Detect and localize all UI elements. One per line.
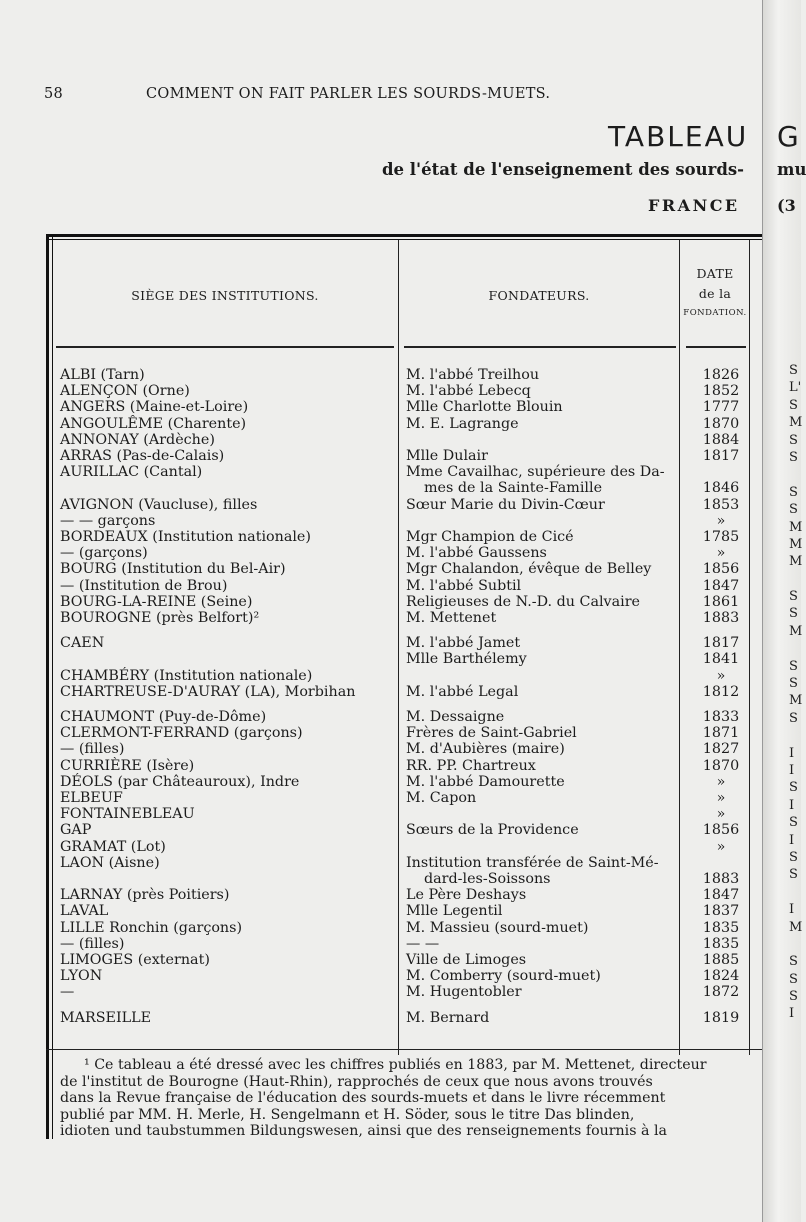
edge-letter: I	[789, 1006, 795, 1022]
cell-fondateur	[406, 855, 684, 887]
cell-fondateur-line: M. l'abbé Gaussens	[406, 545, 547, 562]
cell-fondateur-line: M. d'Aubières (maire)	[406, 741, 565, 758]
edge-letter: S	[789, 449, 798, 465]
edge-letter: M	[789, 919, 803, 935]
cell-fondateur-line: Mme Cavailhac, supérieure des Da-	[406, 464, 665, 481]
cell-date: 1833	[702, 709, 740, 725]
header-fondateurs: FONDATEURS.	[488, 288, 590, 303]
cell-fondateur	[406, 497, 684, 513]
running-title: COMMENT ON FAIT PARLER LES SOURDS-MUETS.	[146, 86, 551, 102]
table-subtitle: de l'état de l'enseignement des sourds-	[382, 160, 745, 179]
cell-date: 1827	[702, 741, 740, 758]
cell-fondateur	[406, 920, 684, 936]
cell-siege: AURILLAC (Cantal)	[60, 464, 203, 481]
cell-siege: CLERMONT-FERRAND (garçons)	[60, 725, 303, 742]
cell-fondateur-line: dard-les-Soissons	[424, 871, 551, 887]
cell-fondateur-line: Le Père Deshays	[406, 887, 527, 904]
cell-fondateur-line: Frères de Saint-Gabriel	[406, 725, 577, 742]
edge-letter: S	[789, 658, 798, 674]
cell-fondateur	[406, 952, 684, 968]
column-divider-1	[398, 240, 399, 1055]
edge-letter	[763, 466, 801, 483]
cell-date: 1884	[702, 431, 740, 448]
edge-letter: S	[789, 589, 798, 605]
cell-fondateur	[406, 416, 684, 432]
cell-date: 1837	[702, 903, 740, 920]
header-rule-col1	[56, 346, 394, 348]
cell-date: 1835	[702, 919, 740, 936]
cell-siege: BOURG-LA-REINE (Seine)	[60, 593, 253, 610]
cell-fondateur	[406, 725, 684, 741]
edge-letter: S	[789, 971, 798, 987]
cell-fondateur-line: M. Comberry (sourd-muet)	[406, 968, 601, 985]
cell-siege: LILLE Ronchin (garçons)	[60, 919, 243, 936]
cell-siege: BORDEAUX (Institution nationale)	[60, 529, 311, 545]
cell-fondateur	[406, 635, 684, 651]
cell-fondateur-line: Sœur Marie du Divin-Cœur	[406, 496, 605, 513]
header-date-line2: de la	[698, 286, 732, 301]
cell-siege: LAON (Aisne)	[60, 854, 160, 871]
edge-letter: M	[789, 415, 803, 431]
cell-date: 1856	[702, 561, 740, 578]
cell-siege: ANGOULÊME (Charente)	[60, 415, 247, 432]
edge-letter	[763, 640, 801, 657]
cell-siege: LARNAY (près Poitiers)	[60, 887, 230, 904]
cell-date: »	[716, 790, 726, 806]
cell-siege: — (filles)	[60, 935, 125, 952]
cell-siege: —	[60, 984, 75, 1001]
cell-date: 1872	[702, 984, 740, 1001]
page-number: 58	[44, 86, 64, 102]
cell-date: 1870	[702, 415, 740, 432]
edge-letter: S	[789, 710, 798, 726]
edge-letter: S	[789, 484, 798, 500]
cell-siege: ARRAS (Pas-de-Calais)	[60, 448, 225, 464]
cell-fondateur	[406, 399, 684, 415]
edge-letter: S	[789, 397, 798, 413]
cell-fondateur	[406, 561, 684, 577]
table-top-rule-thin	[46, 239, 762, 240]
cell-siege: GRAMAT (Lot)	[60, 838, 166, 855]
cell-fondateur	[406, 741, 684, 757]
cell-siege: FONTAINEBLEAU	[60, 806, 195, 823]
cell-siege: — (garçons)	[60, 545, 148, 562]
adjacent-page-edge	[762, 0, 806, 1222]
cell-date: 1785	[702, 529, 740, 545]
footnote-line: dans la Revue française de l'éducation des sourds-muets et dans le livre récemment	[60, 1090, 666, 1107]
footnote-line: ¹ Ce tableau a été dressé avec les chiffres publiés en 1883, par M. Mettenet, directeur	[84, 1057, 707, 1073]
cell-date: 1847	[702, 887, 740, 904]
footnote-line: publié par MM. H. Merle, H. Sengelmann et H. Söder, sous le titre Das blinden,	[60, 1106, 635, 1123]
cell-fondateur-line: M. Dessaigne	[406, 709, 505, 725]
cell-fondateur-line: Ville de Limoges	[406, 952, 527, 968]
table-left-rule-thin	[52, 234, 53, 1139]
cell-date: »	[716, 512, 726, 529]
edge-letter: S	[789, 780, 798, 796]
cell-fondateur	[406, 529, 684, 545]
cell-siege: CURRIÈRE (Isère)	[60, 757, 195, 774]
cell-fondateur-line: M. Hugentobler	[406, 984, 522, 1001]
edge-subtitle-fragment: mu	[777, 160, 806, 179]
cell-fondateur-line: M. l'abbé Lebecq	[406, 383, 531, 400]
cell-siege: CAEN	[60, 635, 105, 652]
edge-title-fragment: G	[777, 120, 799, 153]
cell-fondateur-line: M. E. Lagrange	[406, 415, 519, 432]
edge-letter: S	[789, 849, 798, 865]
cell-siege: LYON	[60, 968, 103, 985]
header-siege: SIÈGE DES INSTITUTIONS.	[131, 288, 319, 303]
cell-fondateur	[406, 610, 684, 626]
cell-fondateur-line: RR. PP. Chartreux	[406, 757, 536, 774]
edge-letter: S	[789, 606, 798, 622]
cell-siege: ANGERS (Maine-et-Loire)	[60, 399, 249, 416]
cell-fondateur	[406, 936, 684, 952]
cell-fondateur-line: — —	[406, 935, 440, 952]
cell-fondateur	[406, 594, 684, 610]
cell-fondateur-line: M. l'abbé Legal	[406, 683, 519, 700]
cell-fondateur-line: M. l'abbé Damourette	[406, 773, 565, 790]
cell-date: 1812	[702, 683, 740, 700]
cell-date: »	[716, 773, 726, 790]
cell-fondateur	[406, 1010, 684, 1026]
cell-siege: DÉOLS (par Châteauroux), Indre	[60, 773, 300, 790]
cell-fondateur	[406, 774, 684, 790]
cell-fondateur	[406, 790, 684, 806]
cell-fondateur-line: M. Mettenet	[406, 610, 497, 626]
edge-letter: L'	[789, 380, 802, 396]
edge-letter: M	[789, 693, 803, 709]
cell-date: 1835	[702, 935, 740, 952]
header-rule-col2	[404, 346, 676, 348]
edge-letter: S	[789, 989, 798, 1005]
edge-letter	[763, 884, 801, 901]
cell-fondateur	[406, 464, 684, 496]
cell-date: 1777	[702, 399, 740, 416]
edge-letter: I	[789, 797, 795, 813]
table-title: TABLEAU	[608, 120, 749, 153]
cell-date: »	[716, 838, 726, 855]
edge-letter: I	[789, 762, 795, 778]
cell-date: 1846	[702, 480, 740, 497]
cell-fondateur-line: M. l'abbé Subtil	[406, 577, 522, 594]
cell-siege: ANNONAY (Ardèche)	[60, 431, 215, 448]
cell-fondateur	[406, 903, 684, 919]
edge-letter: M	[789, 554, 803, 570]
cell-fondateur-line: Sœurs de la Providence	[406, 822, 579, 839]
cell-siege: LIMOGES (externat)	[60, 952, 210, 968]
edge-letter: S	[789, 432, 798, 448]
cell-fondateur-line: Mlle Legentil	[406, 903, 503, 920]
footnote	[60, 1057, 750, 1140]
cell-date: 1826	[702, 367, 740, 383]
edge-letter: S	[789, 363, 798, 378]
cell-date: »	[716, 667, 726, 684]
edge-letter: M	[789, 536, 803, 552]
country-heading: FRANCE	[648, 196, 740, 215]
cell-fondateur-line: M. l'abbé Treilhou	[406, 367, 540, 383]
cell-date: 1861	[702, 593, 740, 610]
cell-date: 1871	[702, 725, 740, 742]
table-left-rule	[46, 234, 49, 1139]
edge-letter: S	[789, 676, 798, 692]
header-date-line3: FONDATION.	[683, 308, 747, 318]
cell-date: 1856	[702, 822, 740, 839]
cell-date: 1817	[702, 635, 740, 652]
cell-siege: — (Institution de Brou)	[60, 577, 228, 594]
cell-fondateur	[406, 968, 684, 984]
footnote-rule	[46, 1049, 762, 1050]
cell-siege: — (filles)	[60, 741, 125, 758]
cell-fondateur	[406, 887, 684, 903]
edge-letter: M	[789, 519, 803, 535]
edge-letter: S	[789, 867, 798, 883]
cell-siege: CHAMBÉRY (Institution nationale)	[60, 667, 313, 684]
cell-fondateur-line: Mlle Dulair	[406, 448, 488, 464]
edge-letter: M	[789, 623, 803, 639]
cell-fondateur	[406, 709, 684, 725]
footnote-line: idioten und taubstummen Bildungswesen, ainsi que des renseignements fournis à la	[60, 1123, 667, 1140]
cell-date: 1847	[702, 577, 740, 594]
cell-date: »	[716, 806, 726, 823]
edge-letters	[763, 362, 801, 1023]
cell-date: 1841	[702, 651, 740, 668]
cell-fondateur-line: M. Bernard	[406, 1009, 490, 1026]
cell-date: 1819	[702, 1009, 740, 1026]
cell-date: 1824	[702, 968, 740, 985]
cell-date: 1852	[702, 383, 740, 400]
edge-letter	[763, 936, 801, 953]
edge-letter: I	[789, 745, 795, 761]
edge-letter: I	[789, 902, 795, 918]
cell-date: 1870	[702, 757, 740, 774]
cell-date: 1817	[702, 448, 740, 464]
cell-siege: ELBEUF	[60, 790, 123, 806]
cell-fondateur-line: Mgr Chalandon, évêque de Belley	[406, 561, 652, 578]
cell-siege: — — garçons	[60, 512, 156, 529]
cell-siege: BOURG (Institution du Bel-Air)	[60, 561, 286, 578]
cell-fondateur	[406, 367, 684, 383]
cell-fondateur-line: M. Massieu (sourd-muet)	[406, 919, 589, 936]
edge-letter: S	[789, 502, 798, 518]
cell-fondateur-line: Mgr Champion de Cicé	[406, 529, 574, 545]
edge-country-fragment: (3	[777, 196, 796, 215]
header-date-line1: DATE	[696, 266, 734, 281]
cell-siege: GAP	[60, 822, 92, 839]
cell-fondateur	[406, 822, 684, 838]
cell-siege: ALENÇON (Orne)	[60, 383, 190, 400]
cell-fondateur	[406, 651, 684, 667]
cell-fondateur-line: Mlle Charlotte Blouin	[406, 399, 563, 416]
cell-siege: CHAUMONT (Puy-de-Dôme)	[60, 709, 267, 725]
cell-fondateur-line: mes de la Sainte-Famille	[424, 480, 603, 497]
edge-letter: S	[789, 815, 798, 831]
cell-date: 1885	[702, 952, 740, 968]
edge-letter	[763, 727, 801, 744]
cell-siege: AVIGNON (Vaucluse), filles	[60, 496, 258, 513]
cell-fondateur-line: Mlle Barthélemy	[406, 651, 527, 668]
cell-fondateur	[406, 758, 684, 774]
cell-fondateur-line: Institution transférée de Saint-Mé-	[406, 854, 659, 871]
table-top-rule	[46, 234, 762, 237]
cell-date: 1883	[702, 610, 740, 626]
cell-fondateur-line: M. l'abbé Jamet	[406, 635, 521, 652]
edge-letter	[763, 571, 801, 588]
cell-fondateur	[406, 383, 684, 399]
header-rule-col3	[686, 346, 746, 348]
cell-siege: CHARTREUSE-D'AURAY (LA), Morbihan	[60, 683, 356, 700]
cell-fondateur	[406, 448, 684, 464]
cell-siege: ALBI (Tarn)	[60, 367, 145, 383]
cell-siege: MARSEILLE	[60, 1009, 152, 1026]
cell-fondateur	[406, 984, 684, 1000]
cell-date: 1883	[702, 870, 740, 887]
cell-fondateur	[406, 578, 684, 594]
cell-fondateur	[406, 684, 684, 700]
cell-date: »	[716, 545, 726, 562]
cell-date: 1853	[702, 496, 740, 513]
cell-fondateur	[406, 545, 684, 561]
cell-fondateur-line: M. Capon	[406, 790, 477, 806]
cell-siege: BOUROGNE (près Belfort)²	[60, 610, 260, 626]
edge-letter: I	[789, 832, 795, 848]
cell-siege: LAVAL	[60, 903, 109, 920]
cell-fondateur-line: Religieuses de N.-D. du Calvaire	[406, 593, 641, 610]
edge-letter: S	[789, 954, 798, 970]
footnote-line: de l'institut de Bourogne (Haut-Rhin), rapprochés de ceux que nous avons trouvés	[60, 1073, 653, 1090]
